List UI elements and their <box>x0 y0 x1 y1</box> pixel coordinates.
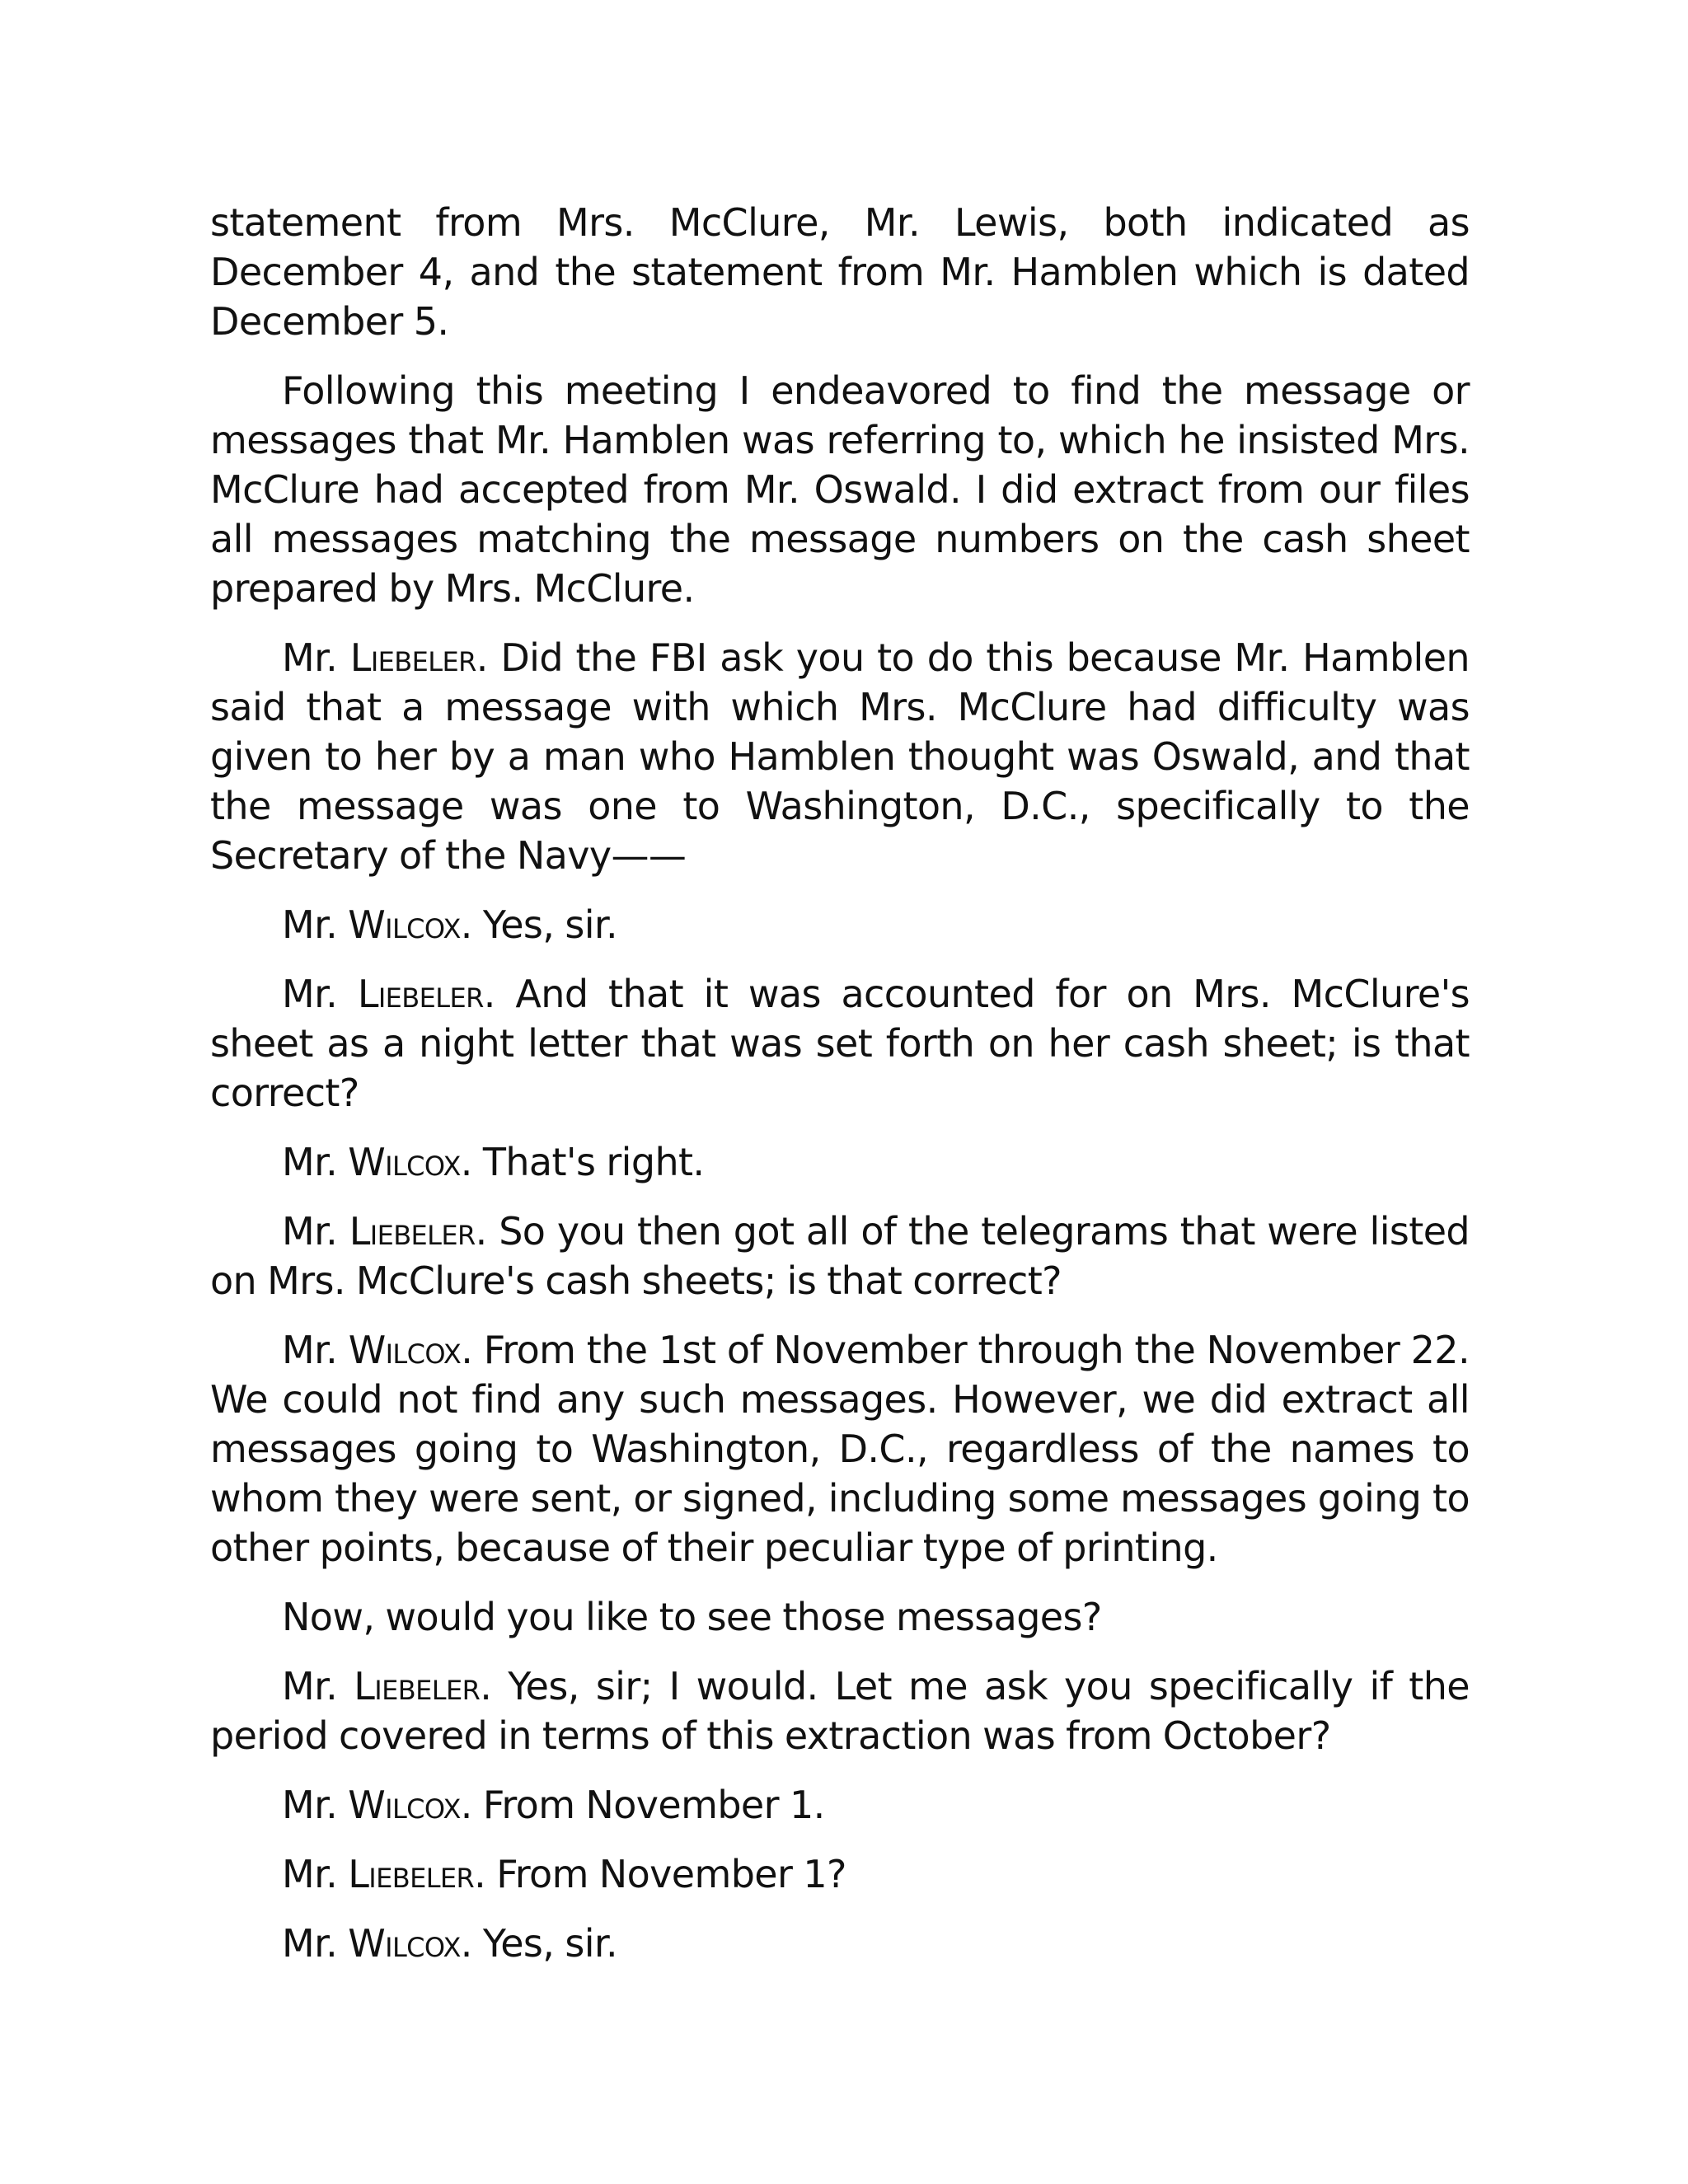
paragraph-text: statement from Mrs. McClure, Mr. Lewis, both indicated as December 4, and the statement from Mr. Hamblen which is dated December 5. <box>210 200 1470 344</box>
speaker-name: Wilcox <box>348 1921 461 1966</box>
speaker-name: Liebeler <box>348 1852 475 1896</box>
paragraph-text: From November 1? <box>496 1852 846 1896</box>
paragraph <box>210 1592 1470 1642</box>
document-page <box>210 198 1470 1988</box>
paragraph-text: And that it was accounted for on Mrs. McClure's sheet as a night letter that was set forth on her cash sheet; is that correct? <box>210 972 1470 1115</box>
paragraph-text: From November 1. <box>482 1783 825 1827</box>
paragraph-text: From the 1st of November through the November 22. We could not find any such messages. However, we did extract all messages going to Washington, D.C., regardless of the names to whom they were sent, or signed, including some messages going to other points, because of their peculiar type of printing. <box>210 1328 1470 1570</box>
speaker-name: Wilcox <box>348 1328 462 1372</box>
testimony-paragraph: Mr. Liebeler. And that it was accounted for on Mrs. McClure's sheet as a night letter that was set forth on her cash sheet; is that correct? <box>210 972 1470 1115</box>
speaker-name: Wilcox <box>348 1783 461 1827</box>
paragraph-text: Following this meeting I endeavored to find the message or messages that Mr. Hamblen was referring to, which he insisted Mrs. McClure had accepted from Mr. Oswald. I did extract from our files all messages matching the message numbers on the cash sheet prepared by Mrs. McClure. <box>210 368 1470 611</box>
testimony-paragraph: Mr. Liebeler. Yes, sir; I would. Let me ask you specifically if the period covered in terms of this extraction was from October? <box>210 1664 1470 1758</box>
testimony-paragraph: Mr. Liebeler. From November 1? <box>282 1852 846 1896</box>
paragraph-text: Did the FBI ask you to do this because Mr. Hamblen said that a message with which Mrs. McClure had difficulty was given to her by a man who Hamblen thought was Oswald, and that the message was one to Washington, D.C., specifically to the Secretary of the Navy—— <box>210 635 1470 878</box>
paragraph-text: Yes, sir. <box>482 1921 618 1966</box>
paragraph-text: Yes, sir. <box>482 902 618 947</box>
paragraph <box>210 366 1470 613</box>
testimony-paragraph: Mr. Wilcox. From the 1st of November through the November 22. We could not find any such messages. However, we did extract all messages going to Washington, D.C., regardless of the names to whom they were sent, or signed, including some messages going to other points, because of their peculiar type of printing. <box>210 1328 1470 1570</box>
speaker-name: Wilcox <box>348 1140 461 1184</box>
speaker-name: Wilcox <box>348 902 461 947</box>
testimony-paragraph: Mr. Wilcox. Yes, sir. <box>282 902 618 947</box>
paragraph-continued <box>210 198 1470 346</box>
paragraph-text: Yes, sir; I would. Let me ask you specifically if the period covered in terms of this extraction was from October? <box>210 1664 1470 1758</box>
speaker-name: Liebeler <box>357 972 484 1016</box>
speaker-name: Liebeler <box>349 635 476 680</box>
testimony-paragraph: Mr. Liebeler. So you then got all of the telegrams that were listed on Mrs. McClure's cash sheets; is that correct? <box>210 1209 1470 1303</box>
speaker-name: Liebeler <box>349 1209 476 1254</box>
testimony-paragraph: Mr. Wilcox. From November 1. <box>282 1783 825 1827</box>
testimony-paragraph: Mr. Wilcox. That's right. <box>282 1140 705 1184</box>
speaker-name: Liebeler <box>354 1664 481 1708</box>
testimony-paragraph: Mr. Liebeler. Did the FBI ask you to do this because Mr. Hamblen said that a message with which Mrs. McClure had difficulty was given to her by a man who Hamblen thought was Oswald, and that the message was one to Washington, D.C., specifically to the Secretary of the Navy—— <box>210 635 1470 878</box>
paragraph-text: Now, would you like to see those messages? <box>282 1595 1102 1639</box>
testimony-paragraph: Mr. Wilcox. Yes, sir. <box>282 1921 618 1966</box>
paragraph-text: So you then got all of the telegrams that were listed on Mrs. McClure's cash sheets; is that correct? <box>210 1209 1470 1303</box>
paragraph-text: That's right. <box>482 1140 705 1184</box>
